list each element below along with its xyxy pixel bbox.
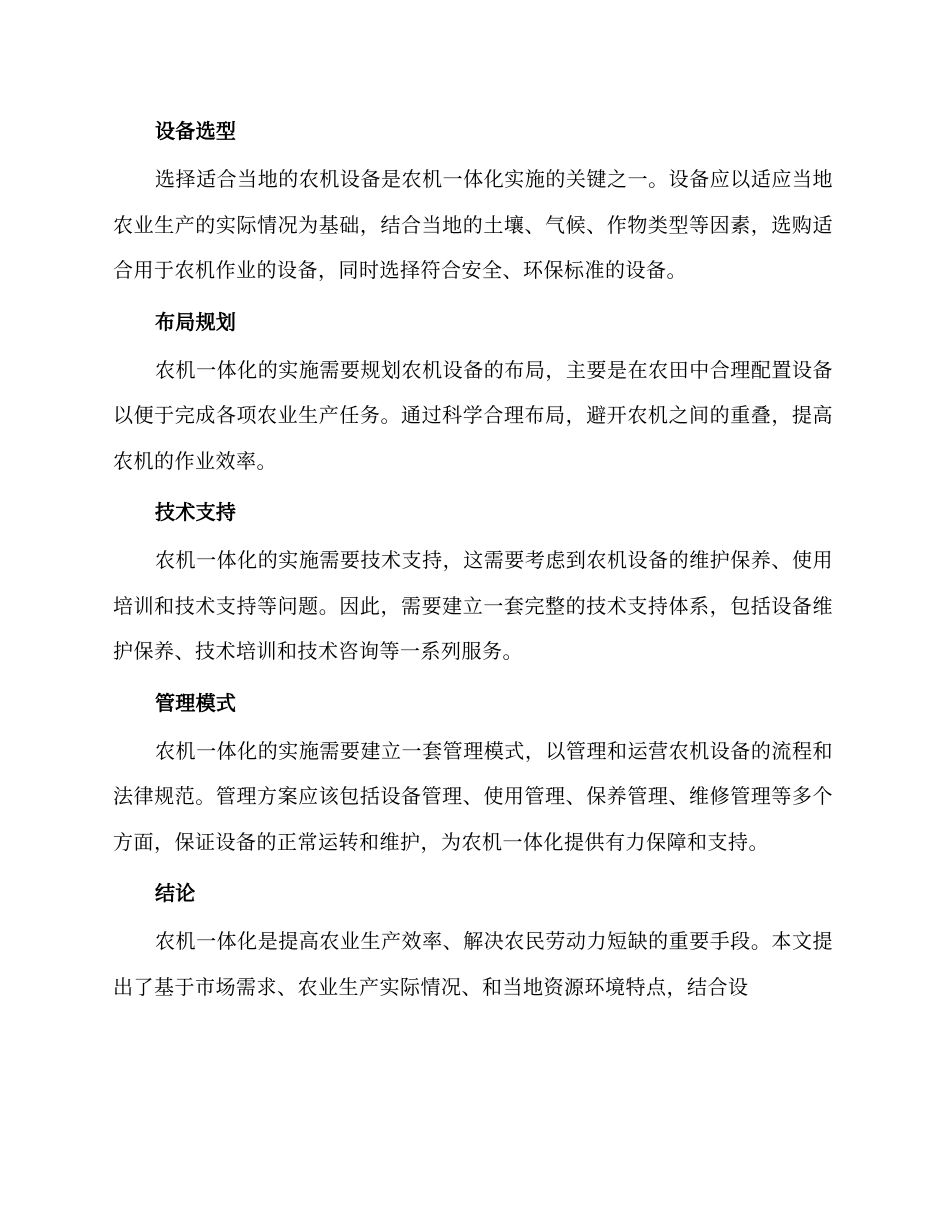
section-layout-planning	[113, 302, 833, 485]
section-paragraph: 农机一体化的实施需要规划农机设备的布局，主要是在农田中合理配置设备以便于完成各项农业生产任务。通过科学合理布局，避开农机之间的重叠，提高农机的作业效率。	[113, 357, 833, 473]
section-technical-support	[113, 492, 833, 675]
section-paragraph: 农机一体化的实施需要技术支持，这需要考虑到农机设备的维护保养、使用培训和技术支持等问题。因此，需要建立一套完整的技术支持体系，包括设备维护保养、技术培训和技术咨询等一系列服务。	[113, 548, 833, 663]
section-paragraph: 选择适合当地的农机设备是农机一体化实施的关键之一。设备应以适应当地农业生产的实际情况为基础，结合当地的土壤、气候、作物类型等因素，选购适合用于农机作业的设备，同时选择符合安全、环保标准的设备。	[113, 167, 833, 282]
section-heading: 技术支持	[155, 500, 237, 524]
section-conclusion	[113, 873, 833, 1010]
document-body	[113, 111, 833, 1018]
section-heading: 管理模式	[155, 690, 237, 715]
section-paragraph: 农机一体化的实施需要建立一套管理模式，以管理和运营农机设备的流程和法律规范。管理方案应该包括设备管理、使用管理、保养管理、维修管理等多个方面，保证设备的正常运转和维护，为农机一体化提供有力保障和支持。	[113, 738, 833, 854]
section-equipment-selection	[113, 111, 833, 294]
section-paragraph: 农机一体化是提高农业生产效率、解决农民劳动力短缺的重要手段。本文提出了基于市场需求、农业生产实际情况、和当地资源环境特点，结合设	[113, 929, 833, 999]
section-heading: 布局规划	[155, 309, 237, 334]
section-heading: 结论	[155, 881, 196, 905]
section-heading: 设备选型	[155, 119, 237, 143]
section-management-model	[113, 683, 833, 866]
